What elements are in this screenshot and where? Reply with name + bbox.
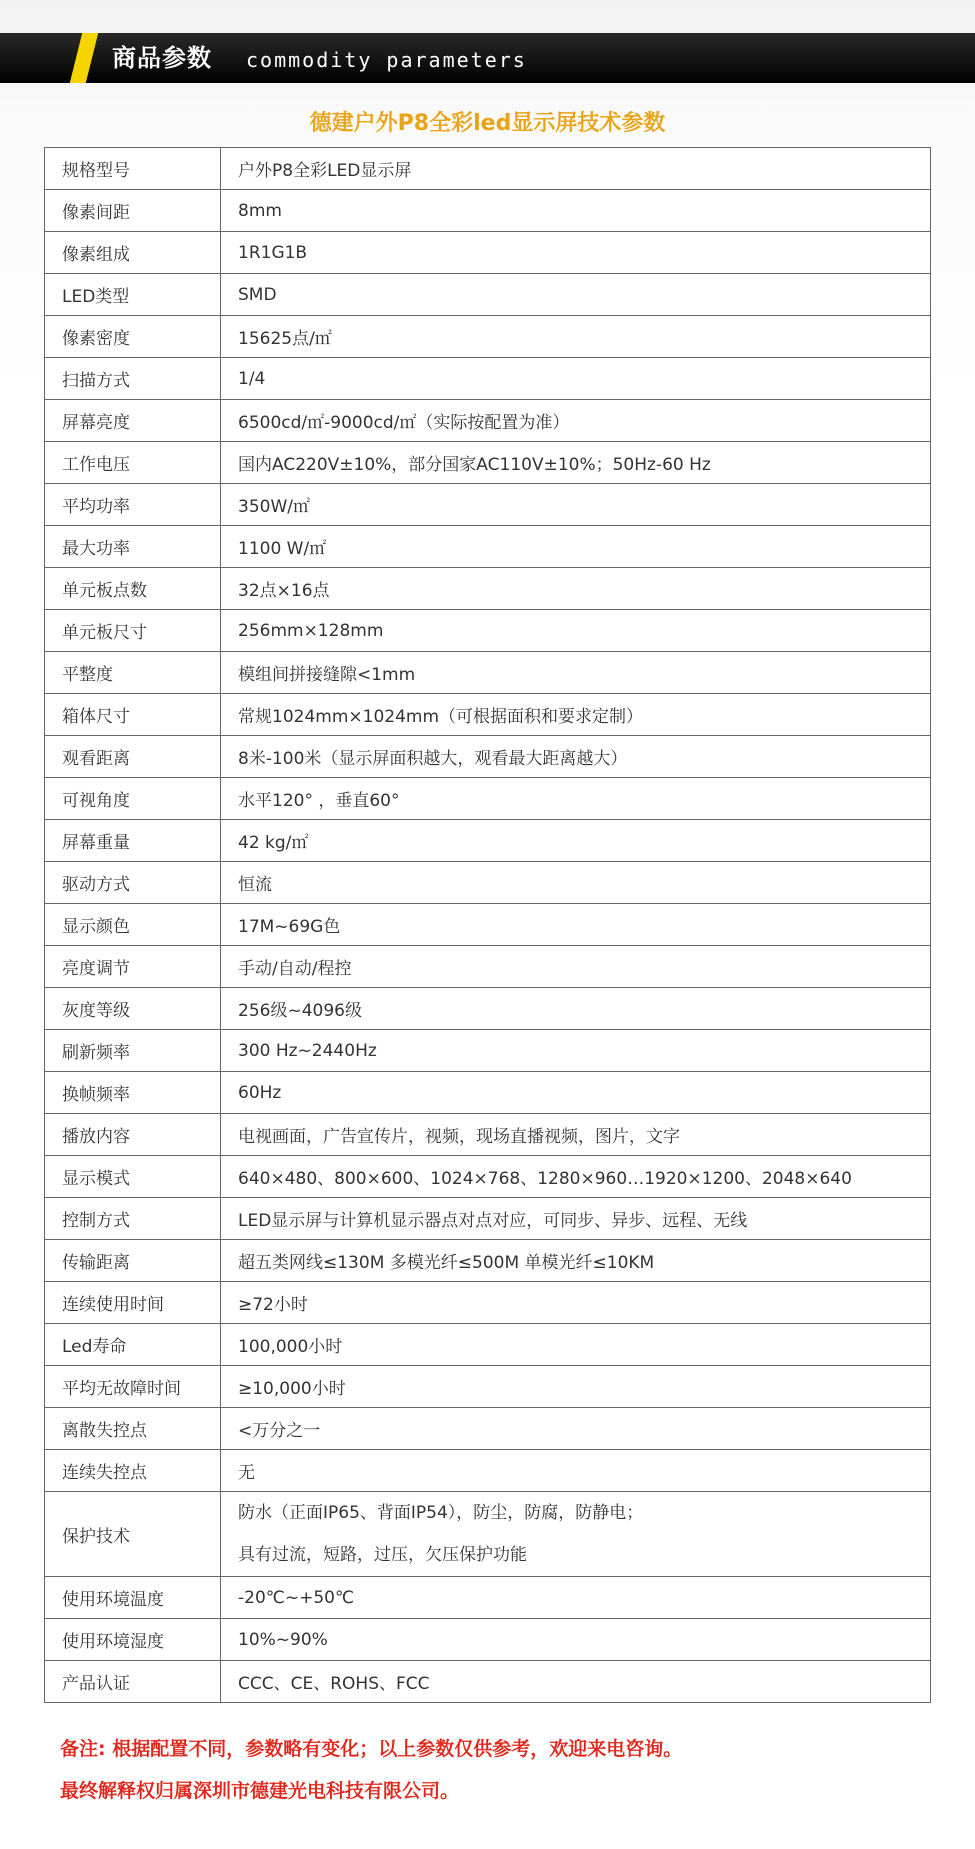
spec-row bbox=[45, 1408, 931, 1450]
spec-value-multiline bbox=[221, 1492, 931, 1577]
spec-row bbox=[45, 1619, 931, 1661]
spec-label: 像素组成 bbox=[45, 232, 221, 274]
spec-value: -20℃~+50℃ bbox=[221, 1577, 931, 1619]
spec-label: 单元板点数 bbox=[45, 568, 221, 610]
spec-value: 256级~4096级 bbox=[221, 988, 931, 1030]
spec-value: 模组间拼接缝隙<1mm bbox=[221, 652, 931, 694]
spec-value: 国内AC220V±10%，部分国家AC110V±10%；50Hz-60 Hz bbox=[221, 442, 931, 484]
spec-value: 电视画面，广告宣传片，视频，现场直播视频，图片，文字 bbox=[221, 1114, 931, 1156]
spec-label: 平整度 bbox=[45, 652, 221, 694]
spec-value: ≥72小时 bbox=[221, 1282, 931, 1324]
spec-value: 8mm bbox=[221, 190, 931, 232]
spec-label: 离散失控点 bbox=[45, 1408, 221, 1450]
spec-label: 像素密度 bbox=[45, 316, 221, 358]
spec-row bbox=[45, 442, 931, 484]
spec-row bbox=[45, 316, 931, 358]
spec-value: LED显示屏与计算机显示器点对点对应，可同步、异步、远程、无线 bbox=[221, 1198, 931, 1240]
spec-label: 使用环境温度 bbox=[45, 1577, 221, 1619]
spec-table bbox=[44, 147, 931, 1703]
spec-value: ≥10,000小时 bbox=[221, 1366, 931, 1408]
spec-label: 播放内容 bbox=[45, 1114, 221, 1156]
spec-value: 32点×16点 bbox=[221, 568, 931, 610]
spec-value: <万分之一 bbox=[221, 1408, 931, 1450]
spec-row bbox=[45, 946, 931, 988]
spec-row bbox=[45, 148, 931, 190]
spec-row bbox=[45, 1030, 931, 1072]
spec-label: 像素间距 bbox=[45, 190, 221, 232]
spec-row bbox=[45, 1577, 931, 1619]
spec-value: 无 bbox=[221, 1450, 931, 1492]
spec-label: 箱体尺寸 bbox=[45, 694, 221, 736]
spec-row bbox=[45, 1114, 931, 1156]
spec-label: 驱动方式 bbox=[45, 862, 221, 904]
spec-label: Led寿命 bbox=[45, 1324, 221, 1366]
spec-row bbox=[45, 232, 931, 274]
spec-value: 350W/㎡ bbox=[221, 484, 931, 526]
spec-value: 户外P8全彩LED显示屏 bbox=[221, 148, 931, 190]
spec-row bbox=[45, 778, 931, 820]
spec-label: 显示模式 bbox=[45, 1156, 221, 1198]
spec-value: 15625点/㎡ bbox=[221, 316, 931, 358]
spec-label: 平均无故障时间 bbox=[45, 1366, 221, 1408]
document-title: 德建户外P8全彩led显示屏技术参数 bbox=[309, 111, 666, 136]
spec-row bbox=[45, 694, 931, 736]
spec-label: 扫描方式 bbox=[45, 358, 221, 400]
protection-line-1: 防水（正面IP65、背面IP54），防尘，防腐，防静电； bbox=[238, 1503, 644, 1523]
spec-label: 可视角度 bbox=[45, 778, 221, 820]
note-line-2: 最终解释权归属深圳市德建光电科技有限公司。 bbox=[60, 1780, 460, 1802]
header-subtitle: commodity parameters bbox=[246, 48, 527, 72]
spec-row bbox=[45, 1240, 931, 1282]
spec-label: 平均功率 bbox=[45, 484, 221, 526]
spec-label: 规格型号 bbox=[45, 148, 221, 190]
spec-label: 显示颜色 bbox=[45, 904, 221, 946]
spec-table-body bbox=[45, 148, 931, 1703]
spec-row bbox=[45, 862, 931, 904]
spec-value: 恒流 bbox=[221, 862, 931, 904]
spec-row-protection bbox=[45, 1492, 931, 1577]
spec-label: 使用环境湿度 bbox=[45, 1619, 221, 1661]
spec-row bbox=[45, 904, 931, 946]
spec-label: 连续失控点 bbox=[45, 1450, 221, 1492]
spec-row bbox=[45, 1324, 931, 1366]
spec-value: 100,000小时 bbox=[221, 1324, 931, 1366]
spec-row bbox=[45, 820, 931, 862]
header-title: 商品参数 bbox=[112, 44, 212, 72]
spec-row bbox=[45, 652, 931, 694]
spec-row bbox=[45, 526, 931, 568]
spec-label: 保护技术 bbox=[45, 1492, 221, 1577]
spec-row bbox=[45, 988, 931, 1030]
spec-row bbox=[45, 568, 931, 610]
spec-row bbox=[45, 1450, 931, 1492]
spec-label: 连续使用时间 bbox=[45, 1282, 221, 1324]
spec-value: 超五类网线≤130M 多模光纤≤500M 单模光纤≤10KM bbox=[221, 1240, 931, 1282]
spec-label: 工作电压 bbox=[45, 442, 221, 484]
spec-value: 手动/自动/程控 bbox=[221, 946, 931, 988]
spec-label: 屏幕亮度 bbox=[45, 400, 221, 442]
spec-label: 屏幕重量 bbox=[45, 820, 221, 862]
spec-row bbox=[45, 484, 931, 526]
spec-row bbox=[45, 1282, 931, 1324]
spec-value: CCC、CE、ROHS、FCC bbox=[221, 1661, 931, 1703]
spec-value: 640×480、800×600、1024×768、1280×960…1920×1200、2048×640 bbox=[221, 1156, 931, 1198]
spec-label: 刷新频率 bbox=[45, 1030, 221, 1072]
spec-value: 常规1024mm×1024mm（可根据面积和要求定制） bbox=[221, 694, 931, 736]
note-line-1: 备注: 根据配置不同，参数略有变化；以上参数仅供参考，欢迎来电咨询。 bbox=[60, 1738, 683, 1760]
spec-value: 1R1G1B bbox=[221, 232, 931, 274]
spec-value: 60Hz bbox=[221, 1072, 931, 1114]
spec-label: 最大功率 bbox=[45, 526, 221, 568]
spec-row bbox=[45, 190, 931, 232]
spec-label: 控制方式 bbox=[45, 1198, 221, 1240]
spec-label: LED类型 bbox=[45, 274, 221, 316]
spec-value: 1100 W/㎡ bbox=[221, 526, 931, 568]
spec-value: 17M~69G色 bbox=[221, 904, 931, 946]
protection-line-2: 具有过流，短路，过压，欠压保护功能 bbox=[238, 1545, 527, 1565]
spec-label: 换帧频率 bbox=[45, 1072, 221, 1114]
spec-label: 产品认证 bbox=[45, 1661, 221, 1703]
spec-row bbox=[45, 610, 931, 652]
spec-value: 42 kg/㎡ bbox=[221, 820, 931, 862]
spec-row bbox=[45, 1366, 931, 1408]
spec-value: 6500cd/㎡-9000cd/㎡（实际按配置为准） bbox=[221, 400, 931, 442]
spec-label: 观看距离 bbox=[45, 736, 221, 778]
header-accent-stripe bbox=[70, 33, 98, 83]
spec-row bbox=[45, 400, 931, 442]
spec-value: 水平120° ，垂直60° bbox=[221, 778, 931, 820]
spec-value: 10%~90% bbox=[221, 1619, 931, 1661]
spec-row bbox=[45, 1156, 931, 1198]
spec-value: SMD bbox=[221, 274, 931, 316]
spec-label: 亮度调节 bbox=[45, 946, 221, 988]
spec-value: 1/4 bbox=[221, 358, 931, 400]
spec-label: 灰度等级 bbox=[45, 988, 221, 1030]
spec-value: 256mm×128mm bbox=[221, 610, 931, 652]
spec-row bbox=[45, 358, 931, 400]
spec-label: 单元板尺寸 bbox=[45, 610, 221, 652]
spec-row bbox=[45, 1198, 931, 1240]
spec-value: 300 Hz~2440Hz bbox=[221, 1030, 931, 1072]
spec-row bbox=[45, 1661, 931, 1703]
header-banner bbox=[0, 33, 975, 83]
spec-row bbox=[45, 736, 931, 778]
spec-row bbox=[45, 1072, 931, 1114]
spec-row bbox=[45, 274, 931, 316]
spec-value: 8米-100米（显示屏面积越大，观看最大距离越大） bbox=[221, 736, 931, 778]
spec-label: 传输距离 bbox=[45, 1240, 221, 1282]
